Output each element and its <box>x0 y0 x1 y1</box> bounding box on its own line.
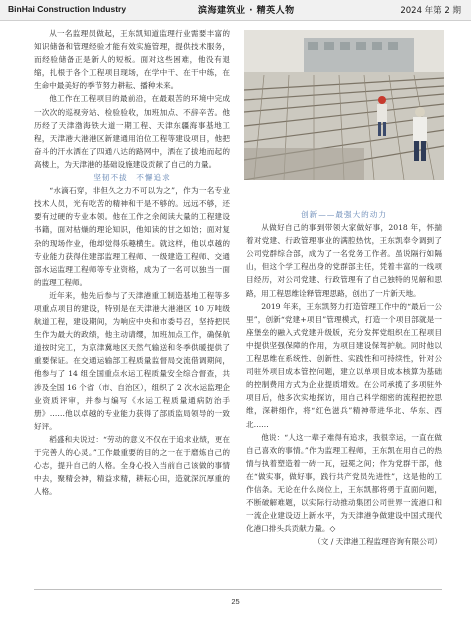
page-number: 25 <box>231 597 240 606</box>
footer-divider <box>34 589 442 590</box>
left-column <box>34 27 230 498</box>
section-subheading: 坚韧不拔 不懈追求 <box>93 173 171 183</box>
page-header <box>0 0 471 21</box>
paragraph: 从一名监理员做起，王东凯知道监理行业需要丰富的知识储备和管理经验才能有效实施管理，提供技术服务，而经验储备正是新人的短板。面对这些困难，他没有退缩，扎根于各个工程项目现场，在学中干、在干中练，在生命中最美好的季节努力耕耘、播种未来。 <box>34 29 230 91</box>
paragraph: 他工作在工程项目的最前沿，在最艰苦的环境中完成一次次的巡视旁站、检验验收，加班加点、不辞辛苦。他历经了天津渤海铁大道一期工程、天津东疆海事基地工程，天津港大港港区新建通用泊位工程等建设项目，他把奋斗的汗水洒在了四通八达的路网中，洒在了拔地而起的高楼上，为天津港的基础设施建设贡献了自己的力量。 <box>34 94 230 169</box>
section-subheading: 创新——最强大的动力 <box>301 210 387 219</box>
paragraph: “水滴石穿，非但久之力不可以为之”，作为一名专业技术人员，光有吃苦的精神和干是不够的。远远不够，还要有过硬的专业本领。他在工作之余阅读大量的工程建设书籍，面对枯燥的理论知识，他知读的甘之如饴；面对复杂的现场作业，他却觉得乐趣横生。就这样，他以卓越的专业能力获得住建部监理工程师、一级建造工程师、交通部水运监理工程师等专业资格，成为了一名可以独当一面的监理工程师。 <box>34 186 230 287</box>
paragraph: 近年来，他先后参与了天津港重工制造基地工程等多项重点项目的建设，特别是在天津港大港港区 10 万吨级航道工程，建设期间，为响应中央和市委号召，坚持把民生作为最大的政绩，他主动请缨，加班加点工作，确保航道按时完工，为京津冀地区天然气输送和冬季供暖提供了重要保证。在交通运输部工程质量监督局交流借调期间，他参与了 14 组全国重点水运工程质量安全综合督查，共涉及全国 16 个省（市、自治区），组织了 2 次水运监理企业资质评审，并参与编写《水运工程质量通病防治手册》……他以卓越的专业能力获得了部质监局领导的一致好评。 <box>34 290 230 431</box>
right-column <box>246 208 442 548</box>
paragraph: 稻盛和夫说过：“劳动的意义不仅在于追求业绩，更在于完善人的心灵。”工作最重要的目的之一在于磨炼自己的心志，提升自己的人格。全身心投入当前自己该做的事情中去，聚精会神，精益求精，耕耘心田，造就深沉厚重的人格。 <box>34 434 230 497</box>
magazine-name: BinHai Construction Industry <box>8 4 127 14</box>
paragraph: 2019 年来，王东凯努力打造管理工作中的“最后一公里”，创新“党建+项目”管理模式，打造一个项目部就是一座堡垒的融入式党建升级版，充分发挥党组织在工程项目中提供坚强保障的作用，为项目建设保驾护航。同时他以工程思维在系统性、创新性、实践性和可持续性，针对公司驻外项目成本管控问题，建立以单项目成本核算为基础的控制费用方式为企业提质增效。在公司承揽了多项驻外项目后，他多次实地探访，用自己科学细密的流程把控思维，深耕细作，将“红色滋兵”精神带进华北、华东、西北…… <box>246 301 442 429</box>
paragraph: 他说：“人这一辈子难得有追求，我很幸运，一直在做自己喜欢的事情。”作为监理工程师，王东凯在用自己的热情与执着塑造着一砖一瓦，冠冕之间；作为党群干部，他在“做实事，做好事，践行共产党员先进性”，这是他的工作信条。无论在什么岗位上，王东凯都将勇于直面问题，不断破解难题，以实际行动推动集团公司世界一流港口和一流企业建设迈上新水平，为天津港争做建设中国式现代化港口排头兵贡献力量。◇ <box>246 432 442 534</box>
issue-label: 2024 年第 2 期 <box>400 6 461 16</box>
author-byline: （文 / 天津港工程监理咨询有限公司） <box>313 537 442 547</box>
paragraph: 从做好自己的事到带领大家做好事，2018 年，怀揣着对党建、行政管理事业的满腔热忱，王东凯奉令调到了公司党群综合部，成为了一名党务工作者。虽说隔行如隔山，但这个学工程出身的党群部主任，凭着丰富的一线项目经历，对公司党建、行政管理有了自己独特的见解和思路，用工程思维诠释管理思路，创出了一片新天地。 <box>246 223 442 298</box>
construction-site-photo <box>244 30 444 180</box>
section-title: 滨海建筑业 · 精英人物 <box>198 6 295 16</box>
